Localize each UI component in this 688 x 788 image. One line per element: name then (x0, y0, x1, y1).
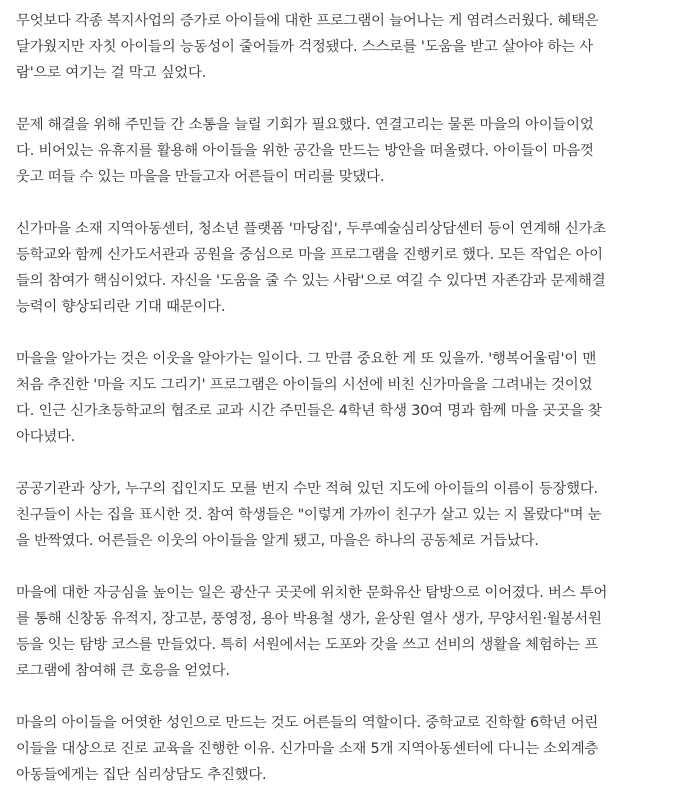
paragraph-2 (16, 112, 672, 190)
paragraph-1 (16, 8, 672, 86)
text-line: 마을을 알아가는 것은 이웃을 알아가는 일이다. 그 만큼 중요한 게 또 있을까. '행복어울림'이 맨 (16, 351, 597, 367)
text-line: 달가웠지만 자칫 아이들의 능동성이 줄어들까 걱정됐다. 스스로를 '도움을 받고 살아야 하는 사 (16, 39, 593, 55)
text-line: 공공기관과 상가, 누구의 집인지도 모를 번지 수만 적혀 있던 지도에 아이들의 이름이 등장했다. (16, 481, 598, 497)
text-line: 로그램에 참여해 큰 호응을 얻었다. (16, 663, 230, 679)
text-line: 람'으로 여기는 걸 막고 싶었다. (16, 65, 207, 81)
text-line: 들의 참여가 핵심이었다. 자신을 '도움을 줄 수 있는 사람'으로 여길 수 있다면 자존감과 문제해결 (16, 273, 606, 289)
text-line: 다. 인근 신가초등학교의 협조로 교과 시간 주민들은 4학년 학생 30여 명과 함께 마을 곳곳을 찾 (16, 403, 602, 419)
text-line: 처음 추진한 '마을 지도 그리기' 프로그램은 아이들의 시선에 비친 신가마을을 그려내는 것이었 (16, 377, 593, 393)
text-line: 를 통해 신창동 유적지, 장고분, 풍영정, 용아 박용철 생가, 윤상원 열사 생가, 무양서원·월봉서원 (16, 611, 602, 627)
paragraph-5 (16, 476, 672, 554)
paragraph-3 (16, 216, 672, 320)
text-line: 마을의 아이들을 어엿한 성인으로 만드는 것도 어른들의 역할이다. 중학교로 진학할 6학년 어린 (16, 715, 599, 731)
text-line: 웃고 떠들 수 있는 마을을 만들고자 어른들이 머리를 맞댔다. (16, 169, 385, 185)
text-line: 문제 해결을 위해 주민들 간 소통을 늘릴 기회가 필요했다. 연결고리는 물론 마을의 아이들이었 (16, 117, 594, 133)
text-line: 신가마을 소재 지역아동센터, 청소년 플랫폼 '마당집', 두루예술심리상담센터 등이 연계해 신가초 (16, 221, 606, 237)
text-line: 마을에 대한 자긍심을 높이는 일은 광산구 곳곳에 위치한 문화유산 탐방으로 이어졌다. 버스 투어 (16, 585, 608, 601)
text-line: 이들을 대상으로 진로 교육을 진행한 이유. 신가마을 소재 5개 지역아동센터에 다니는 소외계층 (16, 741, 599, 757)
text-line: 능력이 향상되리란 기대 때문이다. (16, 299, 226, 315)
text-line: 등학교와 함께 신가도서관과 공원을 중심으로 마을 프로그램을 진행키로 했다. 모든 작업은 아이 (16, 247, 603, 263)
paragraph-6 (16, 580, 672, 684)
text-line: 친구들이 사는 집을 표시한 것. 참여 학생들은 "이렇게 가까이 친구가 살고 있는 지 몰랐다"며 눈 (16, 507, 602, 523)
text-line: 등을 잇는 탐방 코스를 만들었다. 특히 서원에서는 도포와 갓을 쓰고 선비의 생활을 체험하는 프 (16, 637, 598, 653)
text-line: 을 반짝였다. 어른들은 이웃의 아이들을 알게 됐고, 마을은 하나의 공동체로 거듭났다. (16, 533, 539, 549)
paragraph-4 (16, 346, 672, 450)
text-line: 다. 비어있는 유휴지를 활용해 아이들을 위한 공간을 만드는 방안을 떠올렸다. 아이들이 마음껏 (16, 143, 594, 159)
text-line: 아다녔다. (16, 429, 76, 445)
text-line: 무엇보다 각종 복지사업의 증가로 아이들에 대한 프로그램이 늘어나는 게 염려스러웠다. 혜택은 (16, 13, 599, 29)
text-line: 아동들에게는 집단 심리상담도 추진했다. (16, 767, 267, 783)
paragraph-7 (16, 710, 672, 788)
